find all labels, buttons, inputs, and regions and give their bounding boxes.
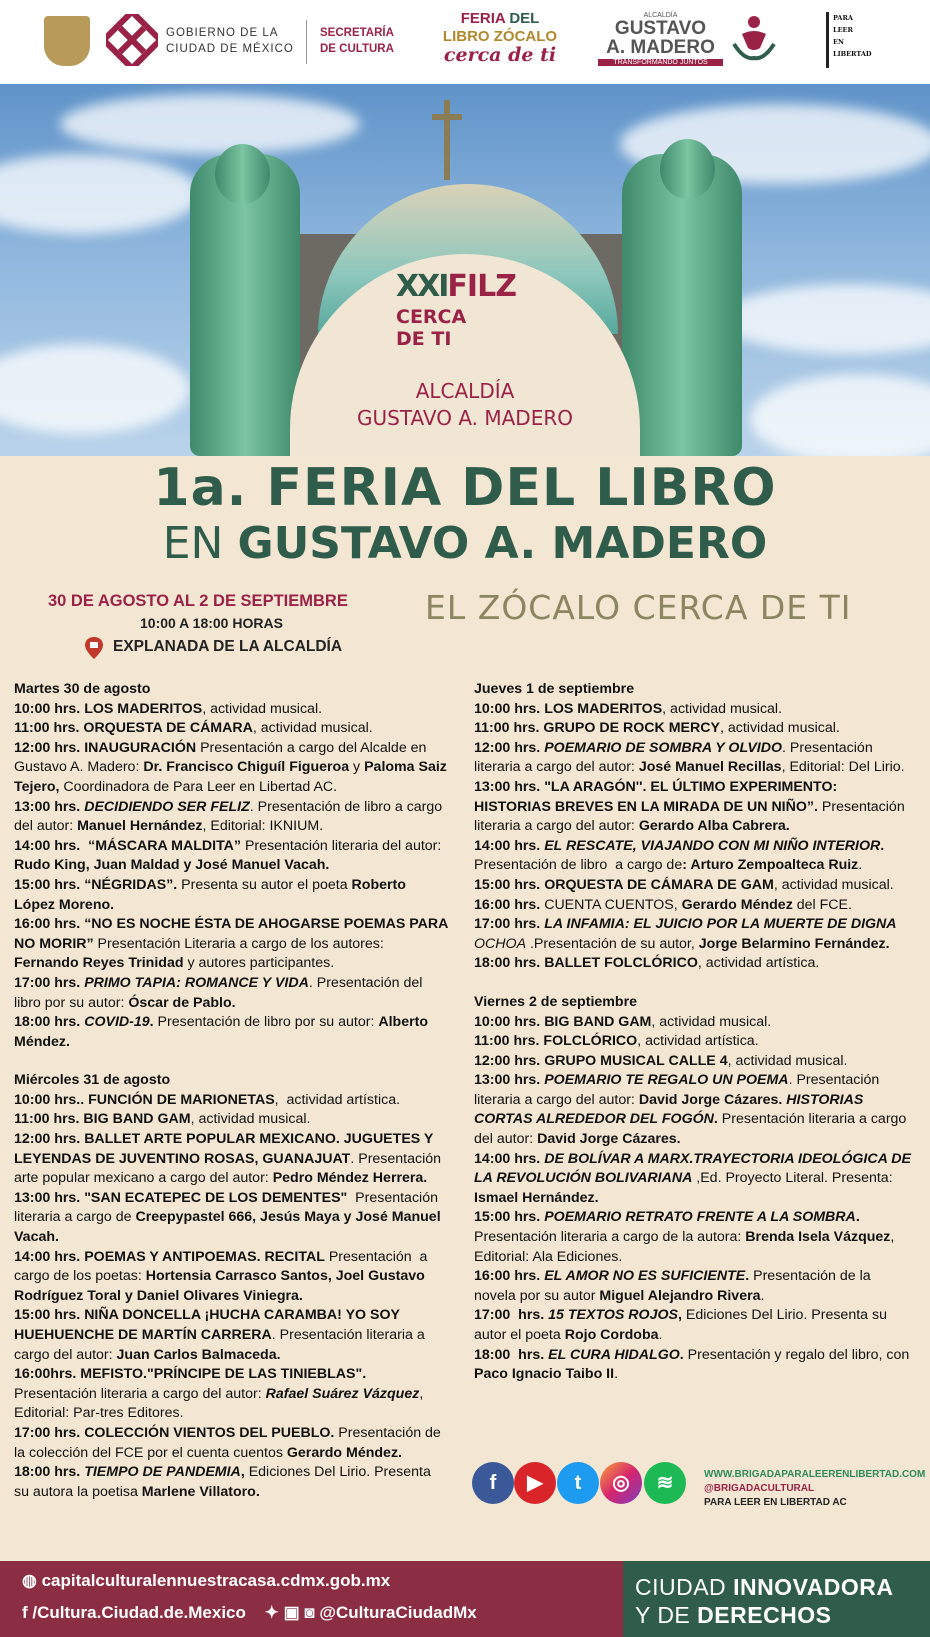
- alcaldia-small: ALCALDÍA: [643, 12, 678, 19]
- hands-heart-icon: [730, 14, 778, 64]
- footer-innovadora: INNOVADORA: [733, 1574, 894, 1600]
- right-statue: [622, 154, 742, 456]
- program-entry: 16:00hrs. MEFISTO."PRÍNCIPE DE LAS TINIEBLAS". Presentación literaria a cargo del autor: Rafael Suárez Vázquez, Editorial: Par-tres Editores.: [14, 1366, 424, 1422]
- program-entry: 12:00 hrs. BALLET ARTE POPULAR MEXICANO. JUGUETES Y LEYENDAS DE JUVENTINO ROSAS, GUANAJUAT. Presentación arte popular mexicano a cargo del autor: Pedro Méndez Herrera.: [14, 1131, 442, 1187]
- footer-derechos: DERECHOS: [697, 1602, 832, 1628]
- hero-image: [0, 84, 930, 456]
- day-heading: Viernes 2 de septiembre: [474, 993, 637, 1010]
- program-entry: 11:00 hrs. GRUPO DE ROCK MERCY, actividad musical.: [474, 720, 840, 737]
- program-entry: 10:00 hrs. LOS MADERITOS, actividad musical.: [474, 700, 783, 717]
- program-entry: 14:00 hrs. “MÁSCARA MALDITA” Presentación literaria del autor: Rudo King, Juan Maldad y José Manuel Vacah.: [14, 837, 442, 874]
- cerca-de-ti-script: cerca de ti: [443, 44, 557, 66]
- program-entry: 14:00 hrs. POEMAS Y ANTIPOEMAS. RECITAL Presentación a cargo de los poetas: Hortensia Carrasco Santos, Joel Gustavo Rodríguez Toral y Daniel Olivares Viniegra.: [14, 1248, 428, 1304]
- brigada-website[interactable]: WWW.BRIGADAPARALEERENLIBERTAD.COM: [704, 1469, 926, 1480]
- para-leer-word-1: PARA: [833, 14, 853, 22]
- location-pin-icon: [84, 636, 104, 660]
- alcaldia-tagline: TRANSFORMANDO JUNTOS: [598, 59, 723, 66]
- program-entry: 10:00 hrs. LOS MADERITOS, actividad musical.: [14, 700, 323, 717]
- youtube-icon[interactable]: ▶: [514, 1462, 556, 1504]
- program-entry: 13:00 hrs. "SAN ECATEPEC DE LOS DEMENTES" Presentación literaria a cargo de Creepypastel 666, Jesús Maya y José Manuel Vacah.: [14, 1189, 441, 1246]
- footer-right: [623, 1561, 930, 1637]
- alcaldia-gustavo: GUSTAVO: [614, 18, 707, 39]
- event-hours: 10:00 A 18:00 HORAS: [140, 615, 283, 631]
- day-heading: Martes 30 de agosto: [14, 681, 151, 697]
- del-word: DEL: [509, 10, 540, 27]
- program-entry: 11:00 hrs. ORQUESTA DE CÁMARA, actividad musical.: [14, 720, 373, 737]
- twitter-icon: ✦: [264, 1603, 279, 1622]
- title-gam: GUSTAVO A. MADERO: [237, 518, 768, 569]
- program-entry: 13:00 hrs. DECIDIENDO SER FELIZ. Presentación de libro a cargo del autor: Manuel Hernández, Editorial: IKNIUM.: [14, 798, 443, 835]
- page-title-line2: [0, 518, 930, 569]
- right-statue-head: [660, 139, 715, 199]
- program-entry: 16:00 hrs. “NO ES NOCHE ÉSTA DE AHOGARSE POEMAS PARA NO MORIR” Presentación Literaria a cargo de los autores: Fernando Reyes Trinidad y autores participantes.: [14, 916, 448, 972]
- program-right-column: [474, 680, 916, 1385]
- fil-roman: XXI: [396, 269, 448, 304]
- left-statue-head: [215, 144, 270, 204]
- program-entry: 18:00 hrs. TIEMPO DE PANDEMIA, Ediciones Del Lirio. Presenta su autora la poetisa Marlene Villatoro.: [14, 1464, 431, 1500]
- day-heading: Miércoles 31 de agosto: [14, 1072, 171, 1089]
- program-entry: 16:00 hrs. EL AMOR NO ES SUFICIENTE. Presentación de la novela por su autor Miguel Alejandro Rivera.: [474, 1268, 871, 1304]
- footer-ciudad: CIUDAD: [635, 1574, 727, 1600]
- footer-yde: Y DE: [635, 1602, 691, 1628]
- day-heading: Jueves 1 de septiembre: [474, 681, 635, 697]
- brigada-handle[interactable]: @BRIGADACULTURAL: [704, 1483, 815, 1494]
- feria-word: FERIA: [460, 10, 506, 27]
- program-entry: 10:00 hrs. BIG BAND GAM, actividad musical.: [474, 1013, 772, 1030]
- program-entry: 13:00 hrs. "LA ARAGÓN''. EL ÚLTIMO EXPERIMENTO: HISTORIAS BREVES EN LA MIRADA DE UN NIÑO”. Presentación literaria a cargo del autor: Gerardo Alba Cabrera.: [474, 778, 905, 835]
- youtube-icon: ▣: [283, 1603, 300, 1622]
- footer-left: [0, 1561, 623, 1637]
- cross-bar: [432, 114, 462, 120]
- cross-icon: [444, 100, 450, 180]
- program-left-column: [14, 680, 449, 1502]
- instagram-icon: ◙: [304, 1603, 315, 1622]
- cerca-line1: CERCA: [396, 306, 467, 328]
- para-leer-logo: [826, 12, 874, 68]
- para-leer-word-4: LIBERTAD: [833, 50, 872, 58]
- program-entry: 18:00 hrs. COVID-19. Presentación de libro por su autor: Alberto Méndez.: [14, 1014, 429, 1050]
- program-entry: 11:00 hrs. FOLCLÓRICO, actividad artística.: [474, 1033, 759, 1050]
- program-entry: 17:00 hrs. 15 TEXTOS ROJOS, Ediciones Del Lirio. Presenta su autor el poeta Rojo Cordoba.: [474, 1307, 887, 1343]
- program-entry: 14:00 hrs. DE BOLÍVAR A MARX.TRAYECTORIA IDEOLÓGICA DE LA REVOLUCIÓN BOLIVARIANA ,Ed. Proyecto Literal. Presenta: Ismael Hernández.: [474, 1150, 911, 1206]
- cdmx-shield-icon: [44, 16, 90, 66]
- header-bar: [0, 0, 930, 84]
- gov-line2: CIUDAD DE MÉXICO: [166, 43, 294, 55]
- program-entry: 10:00 hrs.. FUNCIÓN DE MARIONETAS, actividad artística.: [14, 1091, 401, 1108]
- program-entry: 15:00 hrs. “NÉGRIDAS”. Presenta su autor el poeta Roberto López Moreno.: [14, 876, 406, 913]
- program-entry: 12:00 hrs. POEMARIO DE SOMBRA Y OLVIDO. Presentación literaria a cargo del autor: José Manuel Recillas, Editorial: Del Lirio.: [474, 739, 905, 776]
- instagram-icon[interactable]: ◎: [600, 1462, 642, 1504]
- program-entry: 15:00 hrs. ORQUESTA DE CÁMARA DE GAM, actividad musical.: [474, 876, 894, 893]
- program-entry: 12:00 hrs. GRUPO MUSICAL CALLE 4, actividad musical.: [474, 1052, 848, 1069]
- program-entry: 17:00 hrs. LA INFAMIA: EL JUICIO POR LA MUERTE DE DIGNA OCHOA .Presentación de su autor, Jorge Belarmino Fernández.: [474, 916, 897, 952]
- program-entry: 18:00 hrs. BALLET FOLCLÓRICO, actividad artística.: [474, 955, 820, 972]
- event-dates: 30 DE AGOSTO AL 2 DE SEPTIEMBRE: [48, 592, 348, 610]
- para-leer-word-2: LEER: [833, 26, 853, 34]
- program-entry: 12:00 hrs. INAUGURACIÓN Presentación a cargo del Alcalde en Gustavo A. Madero: Dr. Francisco Chiguíl Figueroa y Paloma Saiz Tejero, Coordinadora de Para Leer en Libertad AC.: [14, 739, 447, 795]
- sec-line1: SECRETARÍA: [320, 27, 394, 39]
- sec-line2: DE CULTURA: [320, 43, 394, 55]
- program-entry: 16:00 hrs. CUENTA CUENTOS, Gerardo Méndez del FCE.: [474, 896, 852, 913]
- globe-icon: ◍: [22, 1571, 37, 1590]
- cdmx-logo-icon: [106, 14, 158, 66]
- alcaldia-madero: A. MADERO: [606, 37, 715, 58]
- event-venue: EXPLANADA DE LA ALCALDÍA: [113, 638, 343, 655]
- page-title: 1a. FERIA DEL LIBRO: [153, 458, 777, 518]
- program-entry: 13:00 hrs. POEMARIO TE REGALO UN POEMA. Presentación literaria a cargo del autor: David Jorge Cázares. HISTORIAS CORTAS ALREDEDOR DEL FOGÓN. Presentación literaria a cargo del autor: David Jorge Cázares.: [474, 1072, 907, 1148]
- fil-letters: FILZ: [447, 269, 516, 304]
- footer-handle[interactable]: @CulturaCiudadMx: [319, 1603, 477, 1622]
- para-leer-word-3: EN: [833, 38, 844, 46]
- program-entry: 17:00 hrs. COLECCIÓN VIENTOS DEL PUEBLO. Presentación de la colección del FCE por el cuenta cuentos Gerardo Méndez.: [14, 1424, 441, 1461]
- cerca-line2: DE TI: [396, 328, 452, 350]
- libro-zocalo-text: LIBRO ZÓCALO: [442, 28, 558, 45]
- twitter-icon[interactable]: t: [557, 1462, 599, 1504]
- footer-url[interactable]: capitalculturalennuestracasa.cdmx.gob.mx: [41, 1571, 391, 1590]
- facebook-icon[interactable]: f: [472, 1462, 514, 1504]
- program-entry: 17:00 hrs. PRIMO TAPIA: ROMANCE Y VIDA. Presentación del libro por su autor: Óscar de Pablo.: [14, 974, 423, 1011]
- program-entry: 11:00 hrs. BIG BAND GAM, actividad musical.: [14, 1111, 311, 1128]
- footer-facebook[interactable]: /Cultura.Ciudad.de.Mexico: [32, 1603, 246, 1622]
- program-entry: 14:00 hrs. EL RESCATE, VIAJANDO CON MI NIÑO INTERIOR. Presentación de libro a cargo de: Arturo Zempoalteca Ruiz.: [474, 837, 885, 874]
- hero-gam: GUSTAVO A. MADERO: [357, 406, 573, 430]
- program-entry: 18:00 hrs. EL CURA HIDALGO. Presentación y regalo del libro, con Paco Ignacio Taibo II.: [474, 1346, 910, 1383]
- gov-line1: GOBIERNO DE LA: [166, 27, 279, 39]
- facebook-icon: f: [22, 1603, 28, 1622]
- title-en: EN: [162, 518, 224, 569]
- program-entry: 15:00 hrs. NIÑA DONCELLA ¡HUCHA CARAMBA! YO SOY HUEHUENCHE DE MARTÍN CARRERA. Presentación literaria a cargo del autor: Juan Carlos Balmaceda.: [14, 1307, 425, 1363]
- program-entry: 15:00 hrs. POEMARIO RETRATO FRENTE A LA SOMBRA. Presentación literaria a cargo de la autora: Brenda Isela Vázquez, Editorial: Ala Ediciones.: [474, 1209, 895, 1265]
- brigada-org: PARA LEER EN LIBERTAD AC: [704, 1497, 847, 1508]
- slogan: EL ZÓCALO CERCA DE TI: [425, 588, 852, 627]
- fil-mark: [396, 269, 566, 304]
- spotify-icon[interactable]: ≋: [644, 1462, 686, 1504]
- hero-alcaldia: ALCALDÍA: [415, 379, 515, 403]
- header-divider: [306, 20, 307, 64]
